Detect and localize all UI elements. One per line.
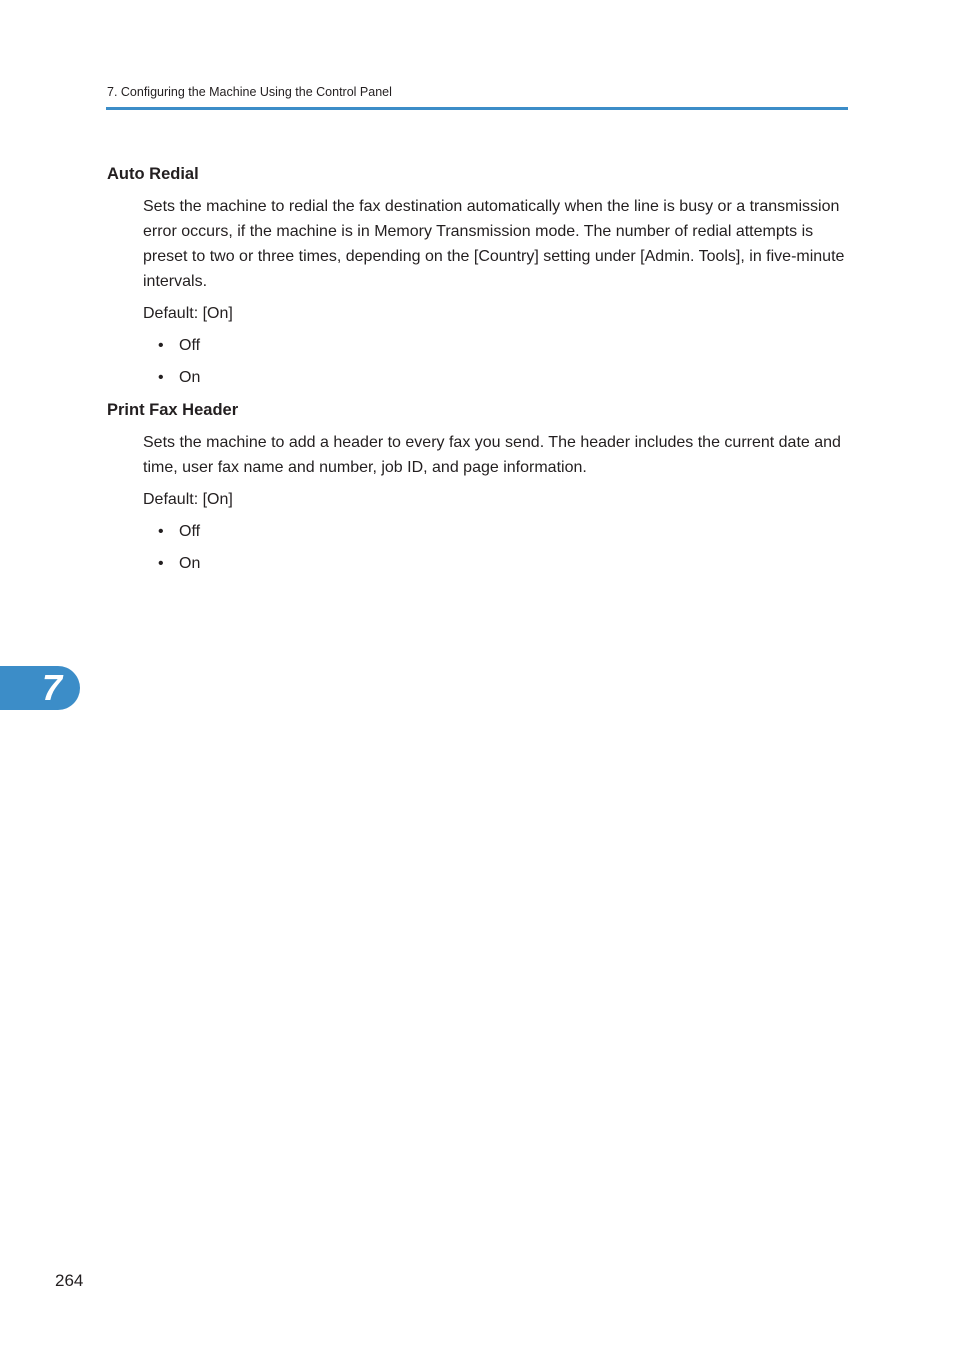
chapter-tab: 7 <box>0 666 80 710</box>
section-title: Auto Redial <box>107 165 199 183</box>
section-body <box>143 430 852 576</box>
section-print-fax-header <box>107 399 852 583</box>
option-label: On <box>179 555 201 572</box>
option-label: Off <box>179 523 201 540</box>
bullet-icon: • <box>158 523 164 540</box>
section-auto-redial <box>107 163 852 397</box>
list-item <box>143 333 852 358</box>
list-item <box>143 551 852 576</box>
default-value: Default: [On] <box>143 491 233 508</box>
bullet-icon: • <box>158 555 164 572</box>
section-body <box>143 194 852 390</box>
list-item <box>143 365 852 390</box>
option-label: Off <box>179 337 201 354</box>
default-value: Default: [On] <box>143 305 233 322</box>
option-list <box>143 519 852 576</box>
header-rule <box>106 107 848 110</box>
bullet-icon: • <box>158 369 164 386</box>
option-label: On <box>179 369 201 386</box>
option-list <box>143 333 852 390</box>
running-header: 7. Configuring the Machine Using the Control Panel <box>107 85 392 99</box>
section-description: Sets the machine to redial the fax destination automatically when the line is busy or a transmission error occurs, if the machine is in Memory Transmission mode. The number of redial attempts is preset to two or three times, depending on the [Country] setting under [Admin. Tools], in five-minute intervals. <box>143 198 845 290</box>
page-number: 264 <box>55 1271 84 1290</box>
bullet-icon: • <box>158 337 164 354</box>
section-title: Print Fax Header <box>107 401 239 419</box>
section-description: Sets the machine to add a header to every fax you send. The header includes the current date and time, user fax name and number, job ID, and page information. <box>143 434 841 476</box>
list-item <box>143 519 852 544</box>
